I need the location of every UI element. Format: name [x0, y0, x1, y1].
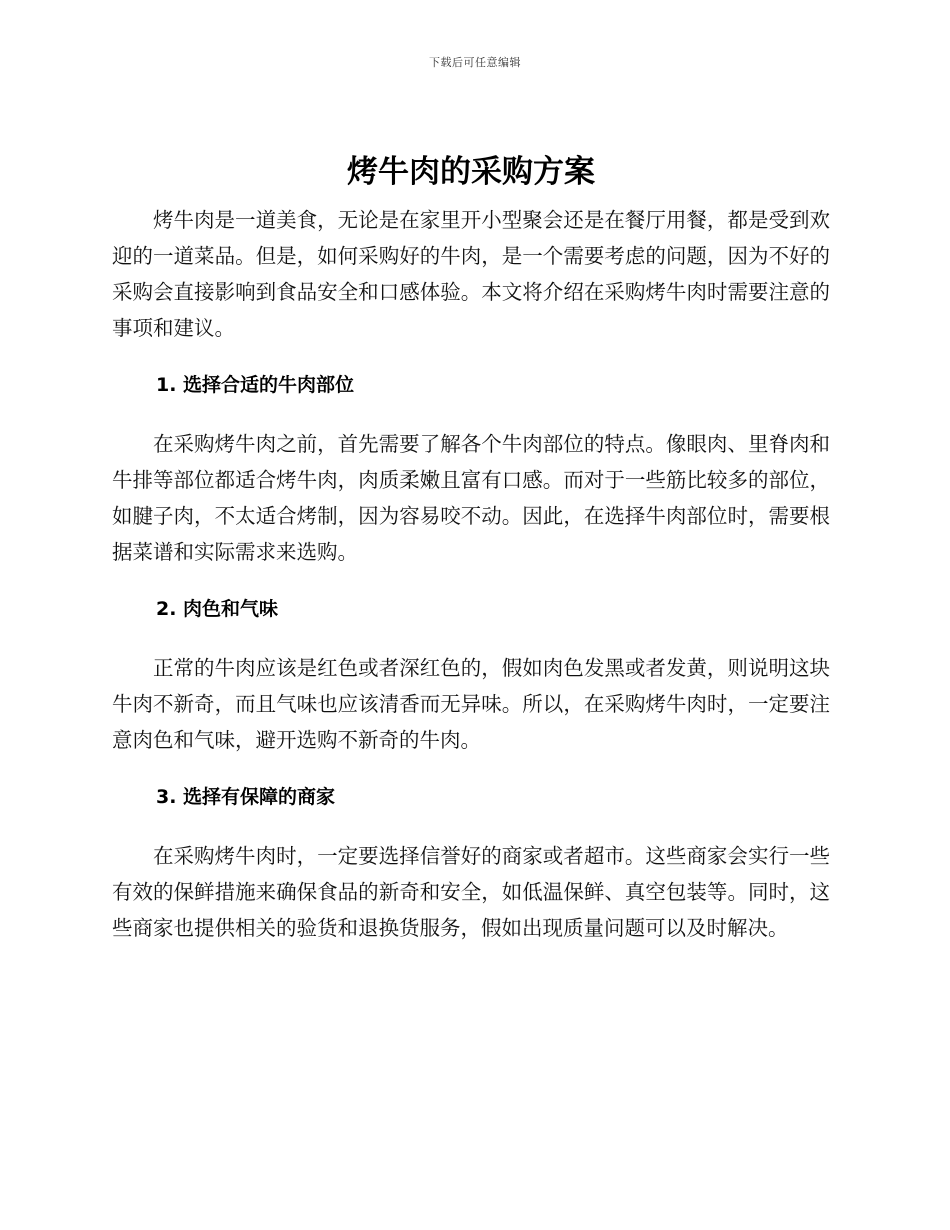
section-heading-3: 3. 选择有保障的商家 — [156, 786, 336, 808]
document-title: 烤牛肉的采购方案 — [347, 154, 595, 190]
section-heading-1: 1. 选择合适的牛肉部位 — [156, 374, 355, 396]
section-body-1: 在采购烤牛肉之前，首先需要了解各个牛肉部位的特点。像眼肉、里脊肉和牛排等部位都适合烤牛肉，肉质柔嫩且富有口感。而对于一些筋比较多的部位，如腱子肉，不太适合烤制，因为容易咬不动。因此，在选择牛肉部位时，需要根据菜谱和实际需求来选购。 — [112, 432, 830, 564]
intro-paragraph: 烤牛肉是一道美食，无论是在家里开小型聚会还是在餐厅用餐，都是受到欢迎的一道菜品。但是，如何采购好的牛肉，是一个需要考虑的问题，因为不好的采购会直接影响到食品安全和口感体验。本文将介绍在采购烤牛肉时需要注意的事项和建议。 — [112, 208, 830, 340]
header-note: 下载后可任意编辑 — [429, 56, 521, 69]
section-body-2: 正常的牛肉应该是红色或者深红色的，假如肉色发黑或者发黄，则说明这块牛肉不新奇，而且气味也应该清香而无异味。所以，在采购烤牛肉时，一定要注意肉色和气味，避开选购不新奇的牛肉。 — [112, 656, 830, 752]
section-body-3: 在采购烤牛肉时，一定要选择信誉好的商家或者超市。这些商家会实行一些有效的保鲜措施来确保食品的新奇和安全，如低温保鲜、真空包装等。同时，这些商家也提供相关的验货和退换货服务，假如出现质量问题可以及时解决。 — [112, 844, 830, 940]
document-content — [112, 148, 830, 946]
section-heading-2: 2. 肉色和气味 — [156, 598, 279, 620]
